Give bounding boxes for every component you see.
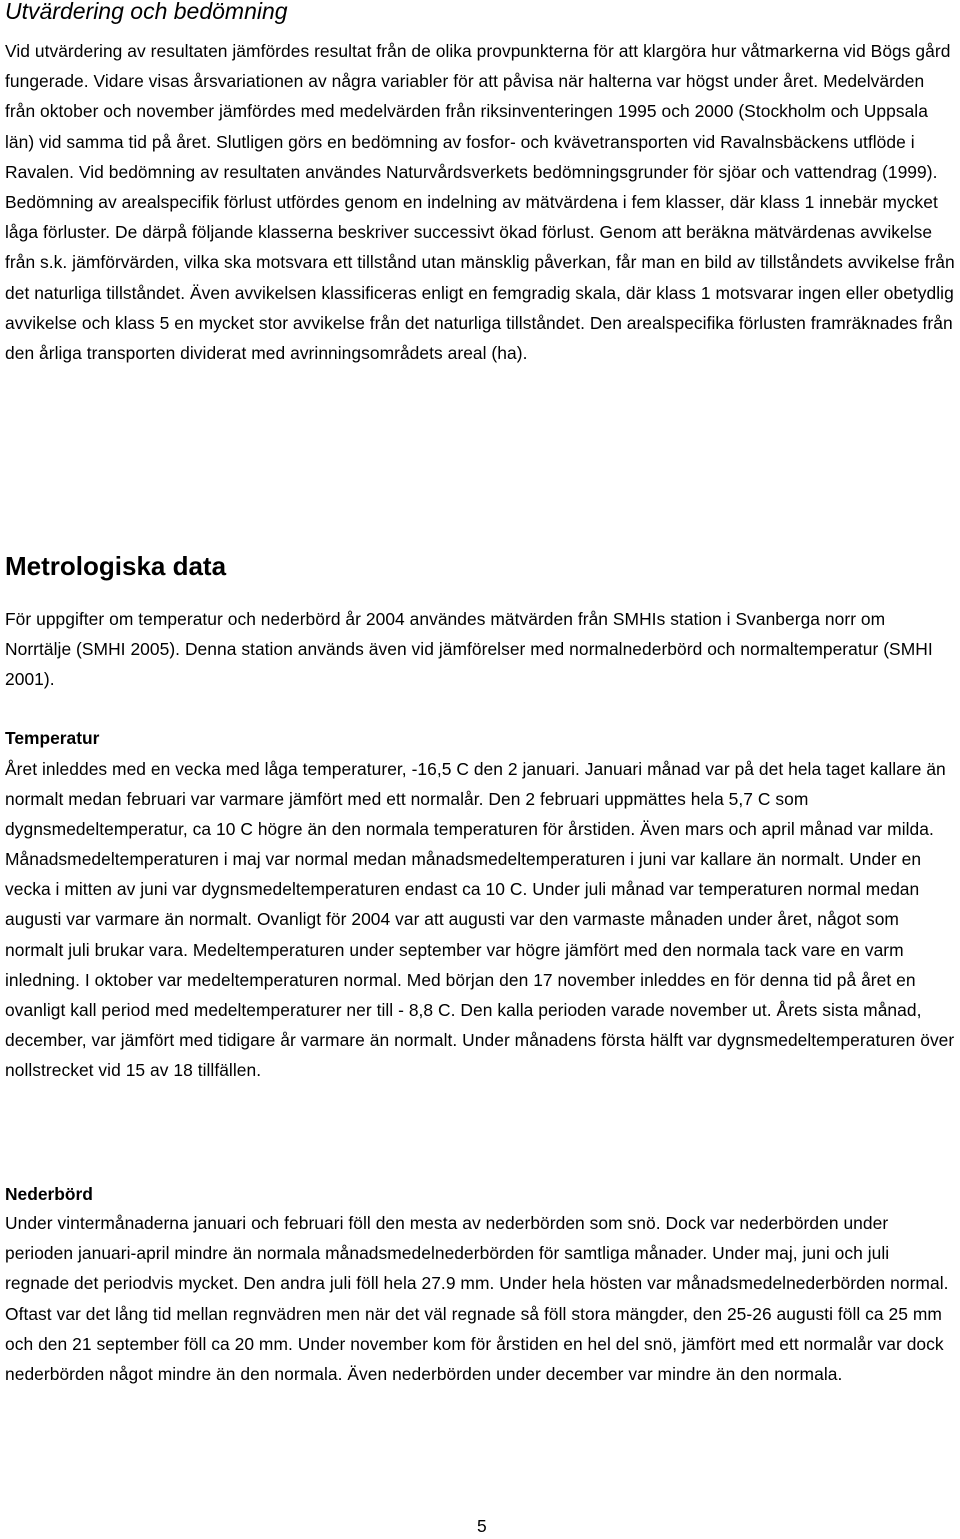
section-heading-meteorological-data: Metrologiska data: [5, 551, 227, 581]
meteorological-intro-paragraph: För uppgifter om temperatur och nederbörd år 2004 användes mätvärden från SMHIs station i Svanberga norr om Norrtälje (SMHI 2005). Denna station används även vid jämförelser med normalnederbörd och normaltemperatur (SMHI 2001).: [5, 609, 933, 690]
temperature-paragraph: Året inleddes med en vecka med låga temperaturer, -16,5 C den 2 januari. Januari månad var på det hela taget kallare än normalt medan februari var varmare jämfört med ett normalår. Den 2 februari uppmättes hela 5,7 C som dygnsmedeltemperatur, ca 10 C högre än den normala temperaturen för årstiden. Även mars och april månad var milda. Månadsmedeltemperaturen i maj var normal medan månadsmedeltemperaturen i juni var kallare än normalt. Under en vecka i mitten av juni var dygnsmedeltemperaturen endast ca 10 C. Under juli månad var temperaturen normal medan augusti var varmare än normalt. Ovanligt för 2004 var att augusti var den varmaste månaden under året, något som normalt juli brukar vara. Medeltemperaturen under september var högre jämfört med den normala tack vare en varm inledning. I oktober var medeltemperaturen normal. Med början den 17 november inleddes en för denna tid på året en ovanligt kall period med medeltemperaturer ner till - 8,8 C. Den kalla perioden varade november ut. Årets sista månad, december, var jämfört med tidigare år varmare än normalt. Under månadens första hälft var dygnsmedeltemperaturen över nollstrecket vid 15 av 18 tillfällen.: [5, 759, 955, 1080]
precipitation-paragraph: Under vintermånaderna januari och februari föll den mesta av nederbörden som snö. Dock var nederbörden under perioden januari-april mindre än normala månadsmedelnederbörden för samtliga månader. Under maj, juni och juli regnade det periodvis mycket. Den andra juli föll hela 27.9 mm. Under hela hösten var månadsmedelnederbörden normal. Oftast var det lång tid mellan regnvädren men när det väl regnade så föll stora mängder, den 25-26 augusti föll ca 25 mm och den 21 september föll ca 20 mm. Under november kom för årstiden en hel del snö, jämfört med ett normalår var dock nederbörden något mindre än den normala. Även nederbörden under december var mindre än den normala.: [5, 1213, 949, 1385]
evaluation-paragraph: Vid utvärdering av resultaten jämfördes resultat från de olika provpunkterna för att klargöra hur våtmarkerna vid Bögs gård fungerade. Vidare visas årsvariationen av några variabler för att påvisa när halterna var högst under året. Medelvärden från oktober och november jämfördes med medelvärden från riksinventeringen 1995 och 2000 (Stockholm och Uppsala län) vid samma tid på året. Slutligen görs en bedömning av fosfor- och kvävetransporten vid Ravalnsbäckens utflöde i Ravalen. Vid bedömning av resultaten användes Naturvårdsverkets bedömningsgrunder för sjöar och vattendrag (1999). Bedömning av arealspecifik förlust utfördes genom en indelning av mätvärdena i fem klasser, där klass 1 innebär mycket låga förluster. De därpå följande klasserna beskriver successivt ökad förlust. Genom att beräkna mätvärdenas avvikelse från s.k. jämförvärden, vilka ska motsvara ett tillstånd utan mänsklig påverkan, får man en bild av tillståndets avvikelse från det naturliga tillståndet. Även avvikelsen klassificeras enligt en femgradig skala, där klass 1 motsvarar ingen eller obetydlig avvikelse och klass 5 en mycket stor avvikelse från det naturliga tillståndet. Den arealspecifika förlusten framräknades från den årliga transporten dividerat med avrinningsområdets areal (ha).: [5, 41, 955, 364]
temperature-subheading: Temperatur: [5, 728, 100, 748]
precipitation-subheading: Nederbörd: [5, 1184, 93, 1204]
page-number: 5: [477, 1516, 487, 1536]
section-heading-evaluation: Utvärdering och bedömning: [5, 0, 288, 24]
